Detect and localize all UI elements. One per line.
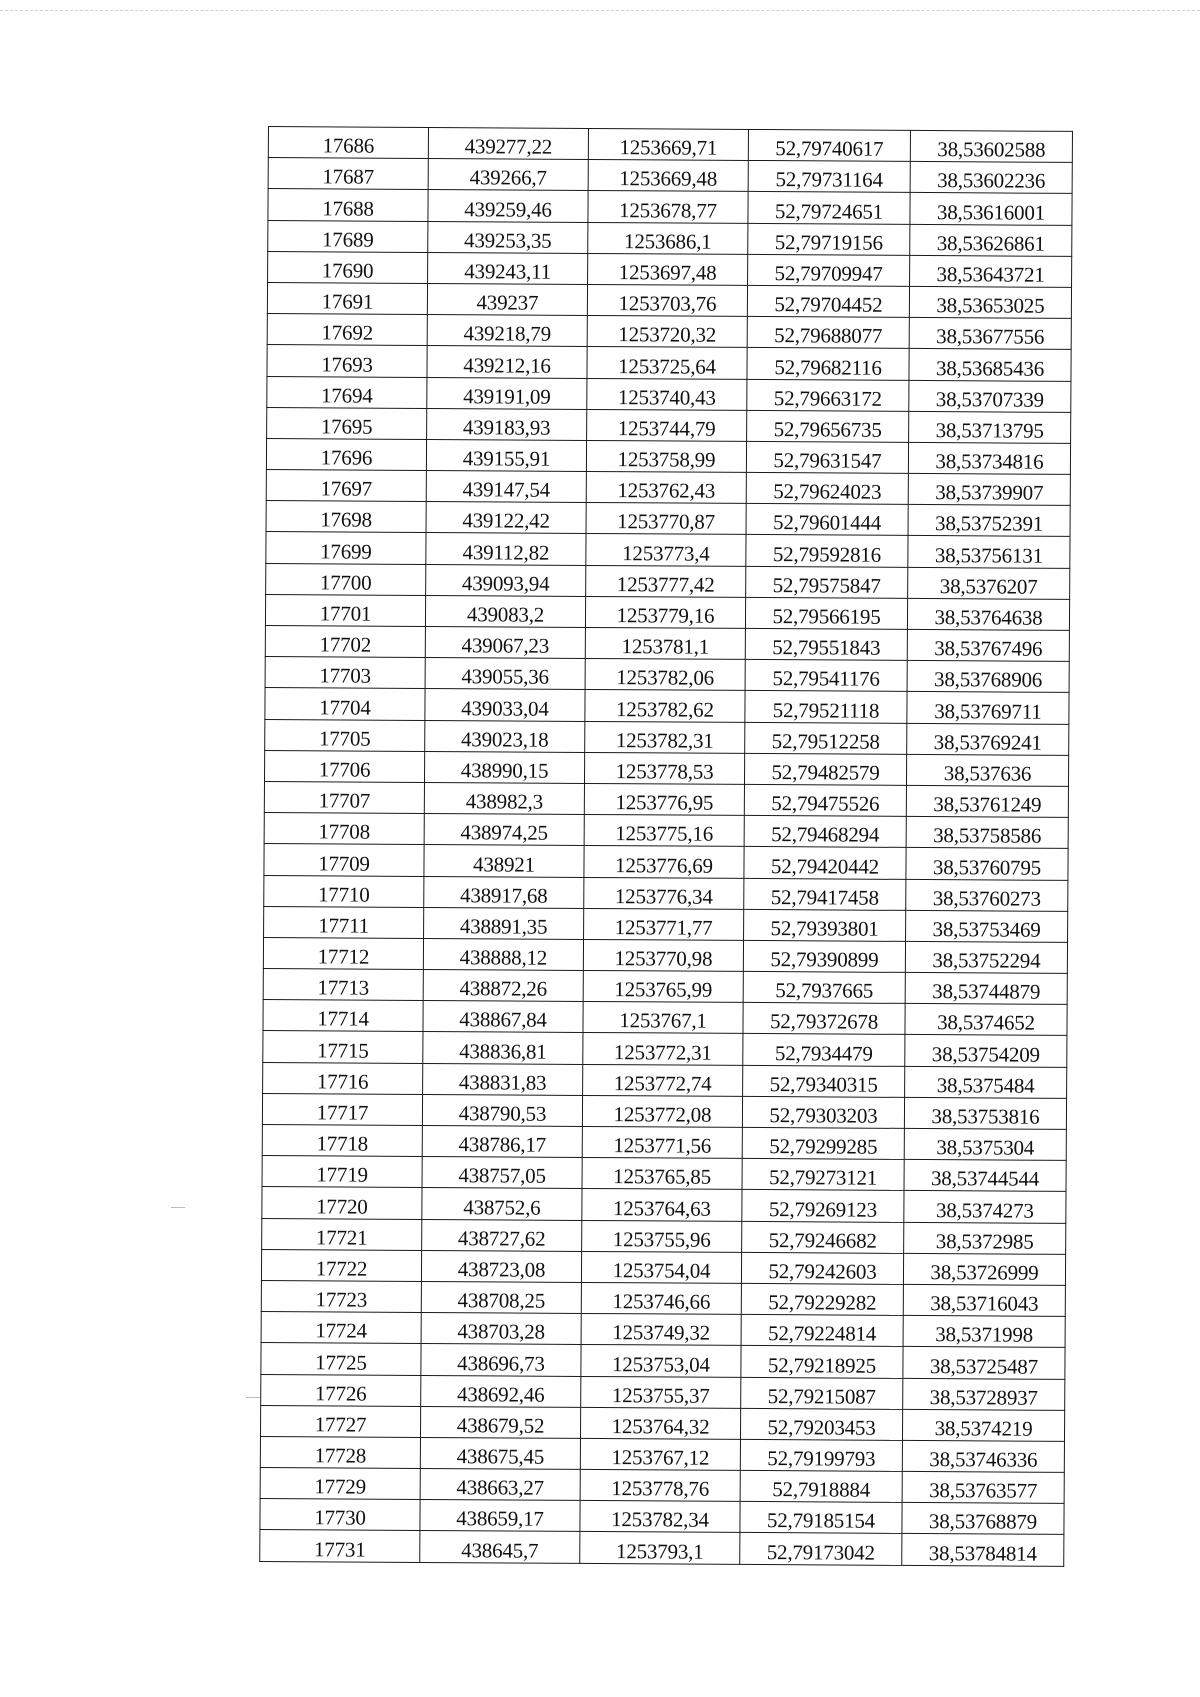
latitude-cell: 52,79656735 bbox=[747, 410, 909, 442]
table-row bbox=[263, 969, 1067, 1005]
margin-mark bbox=[246, 1397, 260, 1398]
x-coordinate-cell: 439023,18 bbox=[425, 720, 585, 752]
x-coordinate-cell: 439243,11 bbox=[428, 252, 588, 284]
x-coordinate-cell: 438974,25 bbox=[424, 814, 584, 846]
y-coordinate-cell: 1253793,1 bbox=[580, 1532, 740, 1564]
table-row bbox=[262, 1156, 1066, 1192]
table-row bbox=[265, 719, 1069, 755]
point-number-cell: 17712 bbox=[263, 937, 423, 969]
point-number-cell: 17727 bbox=[260, 1405, 420, 1437]
x-coordinate-cell: 439112,82 bbox=[426, 533, 586, 565]
x-coordinate-cell: 438982,3 bbox=[424, 782, 584, 814]
point-number-cell: 17687 bbox=[268, 158, 428, 190]
y-coordinate-cell: 1253775,16 bbox=[584, 815, 744, 847]
y-coordinate-cell: 1253686,1 bbox=[588, 222, 748, 254]
y-coordinate-cell: 1253778,53 bbox=[584, 752, 744, 784]
table-row bbox=[268, 251, 1072, 287]
longitude-cell: 38,53752294 bbox=[905, 941, 1067, 973]
y-coordinate-cell: 1253772,74 bbox=[583, 1064, 743, 1096]
point-number-cell: 17689 bbox=[268, 220, 428, 252]
table-row bbox=[266, 563, 1070, 599]
x-coordinate-cell: 438696,73 bbox=[421, 1344, 581, 1376]
table-row bbox=[265, 625, 1069, 661]
table-row bbox=[262, 1124, 1066, 1160]
longitude-cell: 38,53753469 bbox=[906, 910, 1068, 942]
x-coordinate-cell: 438990,15 bbox=[424, 751, 584, 783]
table-row bbox=[267, 345, 1071, 381]
point-number-cell: 17719 bbox=[262, 1156, 422, 1188]
x-coordinate-cell: 438723,08 bbox=[421, 1250, 581, 1282]
latitude-cell: 52,79299285 bbox=[742, 1127, 904, 1159]
longitude-cell: 38,53763577 bbox=[902, 1471, 1064, 1503]
table-row bbox=[266, 532, 1070, 568]
x-coordinate-cell: 438645,7 bbox=[420, 1531, 580, 1563]
point-number-cell: 17716 bbox=[263, 1062, 423, 1094]
longitude-cell: 38,53626861 bbox=[910, 224, 1072, 256]
longitude-cell: 38,53739907 bbox=[908, 473, 1070, 505]
point-number-cell: 17693 bbox=[267, 345, 427, 377]
coordinates-table bbox=[259, 126, 1073, 1567]
x-coordinate-cell: 438921 bbox=[424, 845, 584, 877]
latitude-cell: 52,79203453 bbox=[740, 1408, 902, 1440]
longitude-cell: 38,5371998 bbox=[903, 1316, 1065, 1348]
y-coordinate-cell: 1253781,1 bbox=[585, 627, 745, 659]
y-coordinate-cell: 1253764,32 bbox=[580, 1407, 740, 1439]
y-coordinate-cell: 1253755,96 bbox=[582, 1220, 742, 1252]
y-coordinate-cell: 1253776,95 bbox=[584, 783, 744, 815]
y-coordinate-cell: 1253725,64 bbox=[587, 347, 747, 379]
point-number-cell: 17708 bbox=[264, 813, 424, 845]
x-coordinate-cell: 438891,35 bbox=[424, 907, 584, 939]
point-number-cell: 17699 bbox=[266, 532, 426, 564]
latitude-cell: 52,79417458 bbox=[744, 878, 906, 910]
y-coordinate-cell: 1253782,34 bbox=[580, 1501, 740, 1533]
longitude-cell: 38,53753816 bbox=[904, 1097, 1066, 1129]
latitude-cell: 52,79390899 bbox=[743, 940, 905, 972]
table-row bbox=[268, 220, 1072, 256]
point-number-cell: 17713 bbox=[263, 969, 423, 1001]
table-row bbox=[262, 1218, 1066, 1254]
x-coordinate-cell: 438663,27 bbox=[420, 1469, 580, 1501]
longitude-cell: 38,53725487 bbox=[903, 1347, 1065, 1379]
point-number-cell: 17695 bbox=[267, 407, 427, 439]
y-coordinate-cell: 1253697,48 bbox=[588, 253, 748, 285]
y-coordinate-cell: 1253782,31 bbox=[585, 721, 745, 753]
y-coordinate-cell: 1253771,77 bbox=[584, 908, 744, 940]
x-coordinate-cell: 439253,35 bbox=[428, 221, 588, 253]
longitude-cell: 38,53767496 bbox=[907, 629, 1069, 661]
longitude-cell: 38,53643721 bbox=[910, 255, 1072, 287]
y-coordinate-cell: 1253746,66 bbox=[581, 1282, 741, 1314]
longitude-cell: 38,53764638 bbox=[907, 598, 1069, 630]
latitude-cell: 52,79731164 bbox=[748, 161, 910, 193]
x-coordinate-cell: 439122,42 bbox=[426, 502, 586, 534]
y-coordinate-cell: 1253767,12 bbox=[580, 1438, 740, 1470]
y-coordinate-cell: 1253744,79 bbox=[587, 409, 747, 441]
table-row bbox=[265, 657, 1069, 693]
x-coordinate-cell: 438786,17 bbox=[422, 1125, 582, 1157]
table-row bbox=[266, 501, 1070, 537]
longitude-cell: 38,53616001 bbox=[910, 193, 1072, 225]
table-row bbox=[260, 1468, 1064, 1504]
latitude-cell: 52,79521118 bbox=[745, 691, 907, 723]
table-row bbox=[268, 189, 1072, 225]
x-coordinate-cell: 438675,45 bbox=[420, 1437, 580, 1469]
longitude-cell: 38,53756131 bbox=[908, 536, 1070, 568]
latitude-cell: 52,79663172 bbox=[747, 379, 909, 411]
table-row bbox=[261, 1249, 1065, 1285]
longitude-cell: 38,53677556 bbox=[909, 318, 1071, 350]
y-coordinate-cell: 1253678,77 bbox=[588, 191, 748, 223]
x-coordinate-cell: 439033,04 bbox=[425, 689, 585, 721]
scan-edge-line bbox=[0, 10, 1200, 11]
point-number-cell: 17703 bbox=[265, 657, 425, 689]
longitude-cell: 38,53653025 bbox=[909, 286, 1071, 318]
point-number-cell: 17696 bbox=[266, 438, 426, 470]
y-coordinate-cell: 1253782,62 bbox=[585, 690, 745, 722]
y-coordinate-cell: 1253771,56 bbox=[582, 1126, 742, 1158]
longitude-cell: 38,5374219 bbox=[902, 1409, 1064, 1441]
y-coordinate-cell: 1253778,76 bbox=[580, 1469, 740, 1501]
latitude-cell: 52,79475526 bbox=[744, 784, 906, 816]
x-coordinate-cell: 438872,26 bbox=[423, 970, 583, 1002]
point-number-cell: 17688 bbox=[268, 189, 428, 221]
y-coordinate-cell: 1253754,04 bbox=[581, 1251, 741, 1283]
latitude-cell: 52,79688077 bbox=[747, 317, 909, 349]
x-coordinate-cell: 438679,52 bbox=[420, 1406, 580, 1438]
longitude-cell: 38,5372985 bbox=[904, 1222, 1066, 1254]
table-row bbox=[264, 750, 1068, 786]
point-number-cell: 17709 bbox=[264, 844, 424, 876]
table-row bbox=[267, 376, 1071, 412]
y-coordinate-cell: 1253765,85 bbox=[582, 1158, 742, 1190]
x-coordinate-cell: 439093,94 bbox=[426, 564, 586, 596]
x-coordinate-cell: 438727,62 bbox=[422, 1219, 582, 1251]
point-number-cell: 17705 bbox=[265, 719, 425, 751]
longitude-cell: 38,53726999 bbox=[903, 1253, 1065, 1285]
point-number-cell: 17720 bbox=[262, 1187, 422, 1219]
table-row bbox=[264, 906, 1068, 942]
latitude-cell: 52,79393801 bbox=[744, 909, 906, 941]
latitude-cell: 52,79575847 bbox=[746, 566, 908, 598]
latitude-cell: 52,79709947 bbox=[748, 254, 910, 286]
latitude-cell: 52,7937665 bbox=[743, 971, 905, 1003]
longitude-cell: 38,53728937 bbox=[903, 1378, 1065, 1410]
table-row bbox=[261, 1312, 1065, 1348]
x-coordinate-cell: 439155,91 bbox=[426, 439, 586, 471]
table-row bbox=[261, 1280, 1065, 1316]
latitude-cell: 52,79566195 bbox=[745, 597, 907, 629]
x-coordinate-cell: 439212,16 bbox=[427, 346, 587, 378]
longitude-cell: 38,53746336 bbox=[902, 1440, 1064, 1472]
longitude-cell: 38,53734816 bbox=[908, 442, 1070, 474]
table-row bbox=[263, 1031, 1067, 1067]
x-coordinate-cell: 438703,28 bbox=[421, 1313, 581, 1345]
longitude-cell: 38,5374652 bbox=[905, 1004, 1067, 1036]
latitude-cell: 52,79468294 bbox=[744, 816, 906, 848]
latitude-cell: 52,79372678 bbox=[743, 1003, 905, 1035]
longitude-cell: 38,53760795 bbox=[906, 848, 1068, 880]
x-coordinate-cell: 438836,81 bbox=[423, 1032, 583, 1064]
latitude-cell: 52,79512258 bbox=[745, 722, 907, 754]
table-row bbox=[263, 1062, 1067, 1098]
latitude-cell: 52,79682116 bbox=[747, 348, 909, 380]
longitude-cell: 38,53758586 bbox=[906, 817, 1068, 849]
point-number-cell: 17704 bbox=[265, 688, 425, 720]
x-coordinate-cell: 439266,7 bbox=[428, 159, 588, 191]
longitude-cell: 38,53744544 bbox=[904, 1160, 1066, 1192]
table-row bbox=[267, 314, 1071, 350]
point-number-cell: 17707 bbox=[264, 781, 424, 813]
x-coordinate-cell: 439218,79 bbox=[427, 315, 587, 347]
longitude-cell: 38,53754209 bbox=[905, 1035, 1067, 1067]
longitude-cell: 38,5376207 bbox=[908, 567, 1070, 599]
y-coordinate-cell: 1253753,04 bbox=[581, 1345, 741, 1377]
point-number-cell: 17710 bbox=[264, 875, 424, 907]
y-coordinate-cell: 1253777,42 bbox=[586, 565, 746, 597]
point-number-cell: 17697 bbox=[266, 470, 426, 502]
table-row bbox=[268, 127, 1072, 163]
point-number-cell: 17706 bbox=[264, 750, 424, 782]
longitude-cell: 38,53760273 bbox=[906, 879, 1068, 911]
table-row bbox=[260, 1499, 1064, 1535]
table-row bbox=[261, 1343, 1065, 1379]
table-row bbox=[264, 844, 1068, 880]
table-row bbox=[265, 594, 1069, 630]
latitude-cell: 52,79340315 bbox=[743, 1065, 905, 1097]
x-coordinate-cell: 439191,09 bbox=[427, 377, 587, 409]
point-number-cell: 17694 bbox=[267, 376, 427, 408]
y-coordinate-cell: 1253782,06 bbox=[585, 659, 745, 691]
y-coordinate-cell: 1253758,99 bbox=[586, 440, 746, 472]
latitude-cell: 52,79592816 bbox=[746, 535, 908, 567]
latitude-cell: 52,79199793 bbox=[740, 1439, 902, 1471]
table-row bbox=[268, 158, 1072, 194]
latitude-cell: 52,79218925 bbox=[741, 1346, 903, 1378]
x-coordinate-cell: 438708,25 bbox=[421, 1281, 581, 1313]
latitude-cell: 52,79242603 bbox=[741, 1252, 903, 1284]
x-coordinate-cell: 439259,46 bbox=[428, 190, 588, 222]
latitude-cell: 52,79704452 bbox=[747, 285, 909, 317]
longitude-cell: 38,53713795 bbox=[909, 411, 1071, 443]
longitude-cell: 38,53768879 bbox=[902, 1503, 1064, 1535]
x-coordinate-cell: 438888,12 bbox=[423, 938, 583, 970]
point-number-cell: 17686 bbox=[268, 127, 428, 159]
y-coordinate-cell: 1253669,71 bbox=[588, 128, 748, 160]
longitude-cell: 38,53784814 bbox=[902, 1534, 1064, 1566]
point-number-cell: 17714 bbox=[263, 1000, 423, 1032]
longitude-cell: 38,53761249 bbox=[906, 785, 1068, 817]
table-row bbox=[262, 1093, 1066, 1129]
y-coordinate-cell: 1253772,08 bbox=[582, 1095, 742, 1127]
table-row bbox=[263, 1000, 1067, 1036]
latitude-cell: 52,79551843 bbox=[745, 628, 907, 660]
x-coordinate-cell: 438790,53 bbox=[422, 1094, 582, 1126]
longitude-cell: 38,5374273 bbox=[904, 1191, 1066, 1223]
latitude-cell: 52,7918884 bbox=[740, 1470, 902, 1502]
y-coordinate-cell: 1253767,1 bbox=[583, 1002, 743, 1034]
y-coordinate-cell: 1253776,69 bbox=[584, 846, 744, 878]
longitude-cell: 38,53602588 bbox=[910, 130, 1072, 162]
latitude-cell: 52,79173042 bbox=[740, 1533, 902, 1565]
table-row bbox=[263, 937, 1067, 973]
x-coordinate-cell: 439083,2 bbox=[425, 595, 585, 627]
point-number-cell: 17690 bbox=[268, 251, 428, 283]
latitude-cell: 52,7934479 bbox=[743, 1034, 905, 1066]
point-number-cell: 17717 bbox=[262, 1093, 422, 1125]
table-row bbox=[266, 438, 1070, 474]
x-coordinate-cell: 439183,93 bbox=[427, 408, 587, 440]
table-row bbox=[264, 813, 1068, 849]
y-coordinate-cell: 1253762,43 bbox=[586, 472, 746, 504]
point-number-cell: 17698 bbox=[266, 501, 426, 533]
y-coordinate-cell: 1253773,4 bbox=[586, 534, 746, 566]
x-coordinate-cell: 439237 bbox=[427, 283, 587, 315]
table-row bbox=[267, 407, 1071, 443]
x-coordinate-cell: 438917,68 bbox=[424, 876, 584, 908]
point-number-cell: 17692 bbox=[267, 314, 427, 346]
point-number-cell: 17724 bbox=[261, 1312, 421, 1344]
table-row bbox=[261, 1374, 1065, 1410]
y-coordinate-cell: 1253720,32 bbox=[587, 316, 747, 348]
latitude-cell: 52,79185154 bbox=[740, 1502, 902, 1534]
y-coordinate-cell: 1253770,98 bbox=[583, 939, 743, 971]
point-number-cell: 17701 bbox=[265, 594, 425, 626]
x-coordinate-cell: 438692,46 bbox=[421, 1375, 581, 1407]
longitude-cell: 38,53707339 bbox=[909, 380, 1071, 412]
table-row bbox=[264, 781, 1068, 817]
point-number-cell: 17723 bbox=[261, 1280, 421, 1312]
y-coordinate-cell: 1253755,37 bbox=[581, 1376, 741, 1408]
x-coordinate-cell: 438867,84 bbox=[423, 1001, 583, 1033]
x-coordinate-cell: 438757,05 bbox=[422, 1157, 582, 1189]
y-coordinate-cell: 1253740,43 bbox=[587, 378, 747, 410]
longitude-cell: 38,53744879 bbox=[905, 972, 1067, 1004]
table-row bbox=[266, 470, 1070, 506]
latitude-cell: 52,79541176 bbox=[745, 660, 907, 692]
table-row bbox=[260, 1405, 1064, 1441]
latitude-cell: 52,79273121 bbox=[742, 1159, 904, 1191]
latitude-cell: 52,79631547 bbox=[746, 441, 908, 473]
point-number-cell: 17718 bbox=[262, 1124, 422, 1156]
longitude-cell: 38,53716043 bbox=[903, 1284, 1065, 1316]
point-number-cell: 17726 bbox=[261, 1374, 421, 1406]
y-coordinate-cell: 1253772,31 bbox=[583, 1033, 743, 1065]
x-coordinate-cell: 439147,54 bbox=[426, 471, 586, 503]
longitude-cell: 38,53602236 bbox=[910, 162, 1072, 194]
y-coordinate-cell: 1253779,16 bbox=[585, 596, 745, 628]
table-row bbox=[260, 1436, 1064, 1472]
latitude-cell: 52,79740617 bbox=[748, 129, 910, 161]
longitude-cell: 38,5375484 bbox=[905, 1066, 1067, 1098]
table-body bbox=[260, 127, 1073, 1567]
latitude-cell: 52,79601444 bbox=[746, 504, 908, 536]
table-row bbox=[262, 1187, 1066, 1223]
y-coordinate-cell: 1253764,63 bbox=[582, 1189, 742, 1221]
latitude-cell: 52,79246682 bbox=[742, 1221, 904, 1253]
x-coordinate-cell: 439067,23 bbox=[425, 626, 585, 658]
latitude-cell: 52,79719156 bbox=[748, 223, 910, 255]
point-number-cell: 17731 bbox=[260, 1530, 420, 1562]
x-coordinate-cell: 439277,22 bbox=[428, 127, 588, 159]
latitude-cell: 52,79724651 bbox=[748, 192, 910, 224]
latitude-cell: 52,79229282 bbox=[741, 1283, 903, 1315]
point-number-cell: 17721 bbox=[262, 1218, 422, 1250]
point-number-cell: 17711 bbox=[264, 906, 424, 938]
y-coordinate-cell: 1253765,99 bbox=[583, 971, 743, 1003]
point-number-cell: 17700 bbox=[266, 563, 426, 595]
longitude-cell: 38,53685436 bbox=[909, 349, 1071, 381]
latitude-cell: 52,79269123 bbox=[742, 1190, 904, 1222]
table-row bbox=[267, 282, 1071, 318]
longitude-cell: 38,53769241 bbox=[907, 723, 1069, 755]
point-number-cell: 17730 bbox=[260, 1499, 420, 1531]
y-coordinate-cell: 1253703,76 bbox=[587, 284, 747, 316]
y-coordinate-cell: 1253749,32 bbox=[581, 1314, 741, 1346]
point-number-cell: 17725 bbox=[261, 1343, 421, 1375]
x-coordinate-cell: 438659,17 bbox=[420, 1500, 580, 1532]
latitude-cell: 52,79482579 bbox=[744, 753, 906, 785]
table-row bbox=[264, 875, 1068, 911]
point-number-cell: 17729 bbox=[260, 1468, 420, 1500]
x-coordinate-cell: 438752,6 bbox=[422, 1188, 582, 1220]
y-coordinate-cell: 1253770,87 bbox=[586, 503, 746, 535]
latitude-cell: 52,79215087 bbox=[741, 1377, 903, 1409]
y-coordinate-cell: 1253669,48 bbox=[588, 160, 748, 192]
x-coordinate-cell: 438831,83 bbox=[423, 1063, 583, 1095]
table-row bbox=[265, 688, 1069, 724]
longitude-cell: 38,5375304 bbox=[904, 1128, 1066, 1160]
latitude-cell: 52,79303203 bbox=[742, 1096, 904, 1128]
margin-mark bbox=[171, 1207, 185, 1208]
table-row bbox=[260, 1530, 1064, 1566]
longitude-cell: 38,53768906 bbox=[907, 661, 1069, 693]
point-number-cell: 17728 bbox=[260, 1436, 420, 1468]
y-coordinate-cell: 1253776,34 bbox=[584, 877, 744, 909]
longitude-cell: 38,53752391 bbox=[908, 505, 1070, 537]
longitude-cell: 38,537636 bbox=[906, 754, 1068, 786]
point-number-cell: 17691 bbox=[267, 282, 427, 314]
point-number-cell: 17702 bbox=[265, 625, 425, 657]
point-number-cell: 17715 bbox=[263, 1031, 423, 1063]
x-coordinate-cell: 439055,36 bbox=[425, 658, 585, 690]
latitude-cell: 52,79624023 bbox=[746, 472, 908, 504]
longitude-cell: 38,53769711 bbox=[907, 692, 1069, 724]
latitude-cell: 52,79224814 bbox=[741, 1315, 903, 1347]
point-number-cell: 17722 bbox=[261, 1249, 421, 1281]
latitude-cell: 52,79420442 bbox=[744, 847, 906, 879]
